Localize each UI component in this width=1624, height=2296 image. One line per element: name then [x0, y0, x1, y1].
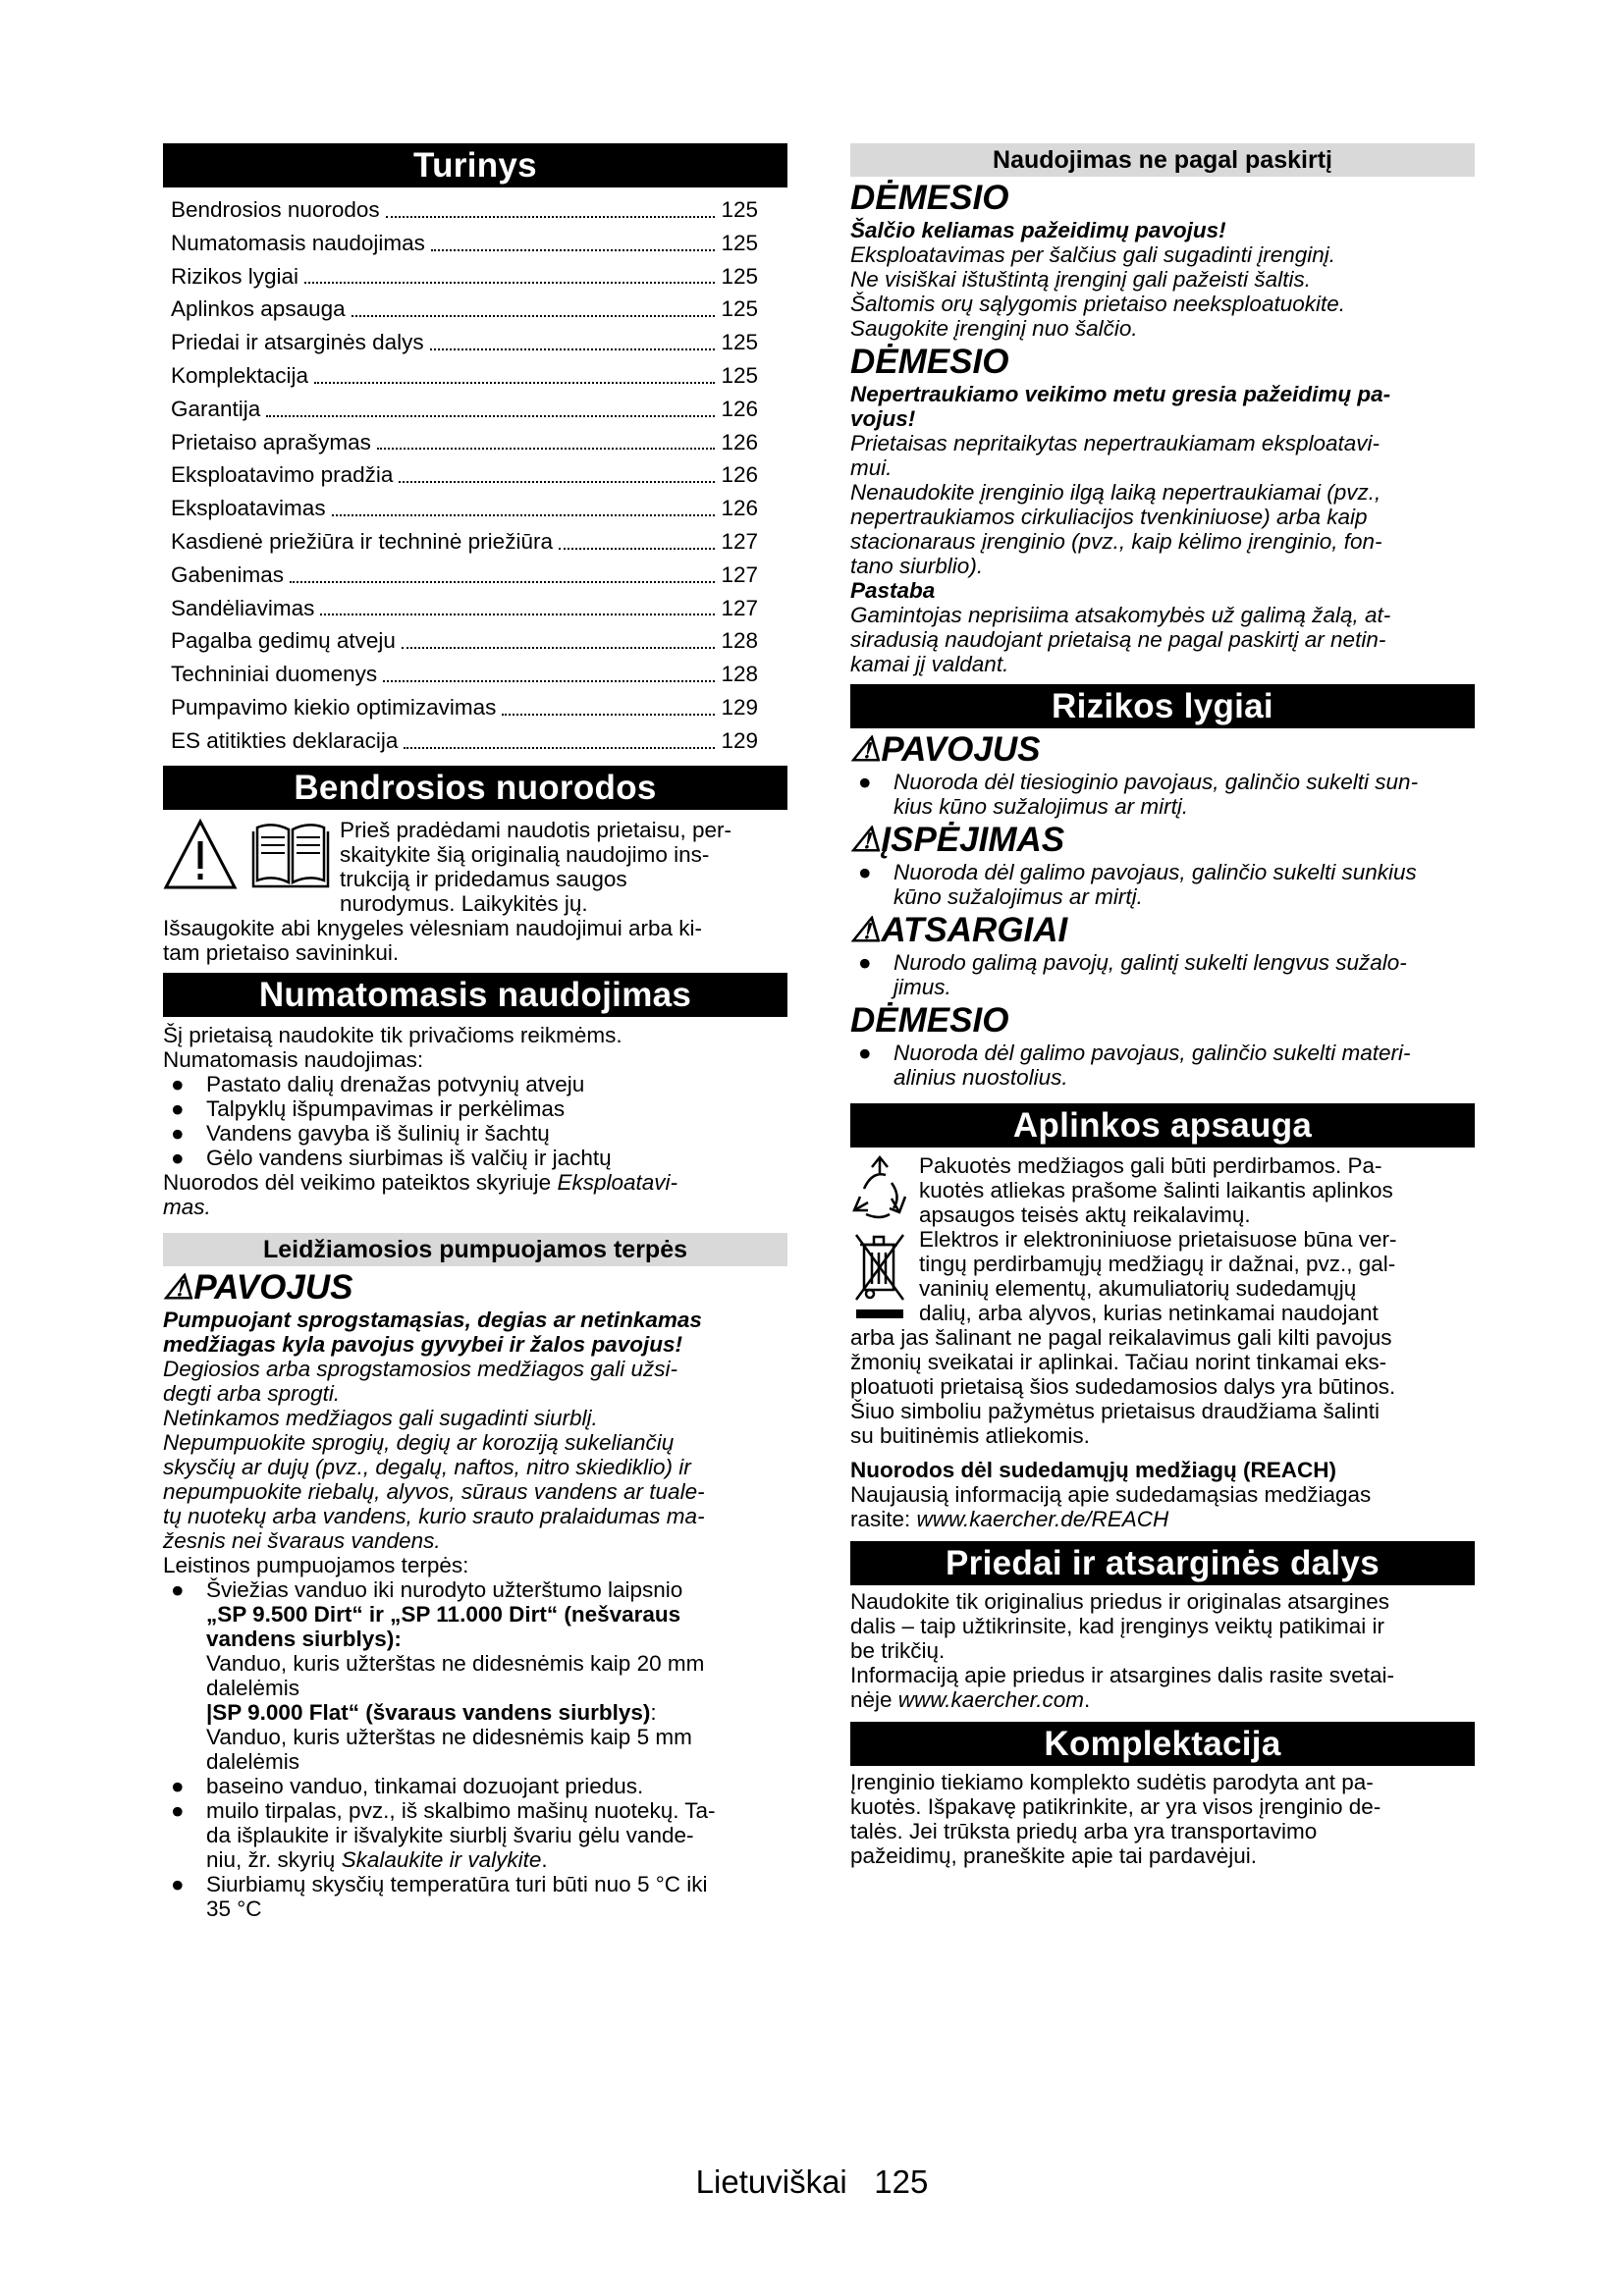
toc-entry[interactable]	[171, 658, 758, 691]
toc-leader-dots	[352, 293, 716, 317]
accessories-text: Naudokite tik originalius priedus ir originalas atsargines dalis – taip užtikrinsite, kad įrenginys veiktų patikimai ir be trikčių. Informaciją apie priedus ir atsargines dalis rasite svetai- nėje www.kaercher.com.	[850, 1589, 1394, 1712]
toc-leader-dots	[266, 393, 715, 417]
toc-entry[interactable]	[171, 458, 758, 492]
toc-entry-label: Priedai ir atsarginės dalys	[171, 330, 424, 355]
crossed-bin-icon	[850, 1227, 911, 1325]
right-column	[850, 143, 1475, 1868]
toc-leader-dots	[402, 624, 716, 649]
toc-entry-label: Eksploatavimo pradžia	[171, 462, 394, 488]
general-text: Prieš pradėdami naudotis prietaisu, per- skaitykite šią originalią naudojimo ins- trukciją ir pridedamus saugos nurodymus. Laikykitės jų. Išsaugokite abi knygeles vėlesniam naudojimui arba ki- tam prietaiso savininkui.	[163, 817, 731, 965]
left-column	[163, 143, 787, 1921]
notice-signal-word: DĖMESIO	[850, 1001, 1009, 1040]
toc-entry-page: 128	[721, 628, 758, 654]
intended-use-text: Šį prietaisą naudokite tik privačioms reikmėms. Numatomasis naudojimas:	[163, 1022, 623, 1072]
table-of-contents	[163, 193, 787, 758]
kaercher-link[interactable]: www.kaercher.com	[897, 1687, 1085, 1712]
toc-entry-page: 125	[721, 197, 758, 222]
toc-entry-label: Rizikos lygiai	[171, 263, 299, 289]
toc-entry-label: Aplinkos apsauga	[171, 296, 346, 322]
toc-entry-label: Sandėliavimas	[171, 595, 315, 620]
toc-entry-label: ES atitikties deklaracija	[171, 727, 399, 753]
improper-use-continuous-text: Nepertraukiamo veikimo metu gresia pažeidimų pa- vojus! Prietaisas nepritaikytas nepertraukiamam eksploatavi- mui. Nenaudokite įrenginio ilgą laiką nepertraukiamai (pvz., nepertraukiamos cirkuliacijos tvenkiniuose) arba kaip stacionaraus įrenginio (pvz., kaip kėlimo įrenginio, fon- tano siurblio). Pastaba Gamintojas neprisiima atsakomybės už galimą žalą, at- siradusią naudojant prietaisą ne pagal paskirtį ar netin- kamai jį valdant.	[850, 382, 1391, 676]
notice-signal-word: DĖMESIO	[850, 179, 1009, 217]
toc-entry-page: 125	[721, 296, 758, 322]
section-title-permitted-media: Leidžiamosios pumpuojamos terpės	[163, 1233, 787, 1266]
toc-leader-dots	[399, 458, 715, 483]
scope-of-delivery-text: Įrenginio tiekiamo komplekto sudėtis parodyta ant pa- kuotės. Išpakavę patikrinkite, ar yra visos įrenginio de- talės. Jei trūksta priedų arba yra transportavimo pažeidimų, praneškite apie tai pardavėjui.	[850, 1770, 1381, 1868]
list-item: ● muilo tirpalas, pvz., iš skalbimo mašinų nuotekų. Ta- da išplaukite ir išvalykite siurblį švariu gėlu vande- niu, žr. skyrių Skalaukite ir valykite.	[171, 1797, 716, 1872]
toc-entry[interactable]	[171, 724, 758, 758]
permitted-media-list	[163, 1577, 787, 1921]
toc-entry-label: Bendrosios nuorodos	[171, 197, 380, 222]
toc-entry[interactable]	[171, 326, 758, 359]
toc-leader-dots	[404, 724, 715, 749]
environment-weee	[850, 1227, 1475, 1448]
toc-entry-page: 126	[721, 429, 758, 454]
list-item: ● Pastato dalių drenažas potvynių atveju	[171, 1071, 585, 1096]
toc-entry-label: Techniniai duomenys	[171, 662, 378, 687]
section-title-intended-use: Numatomasis naudojimas	[163, 973, 787, 1017]
toc-leader-dots	[377, 426, 716, 451]
recycling-text: Pakuotės medžiagos gali būti perdirbamos. Pa- kuotės atliekas prašome šalinti laikantis aplinkos apsaugos teisės aktų reikalavimų.	[919, 1153, 1393, 1227]
toc-entry-page: 128	[721, 662, 758, 687]
danger-signal-word: ⚠PAVOJUS	[850, 730, 1041, 769]
toc-entry[interactable]	[171, 227, 758, 260]
toc-entry-label: Prietaiso aprašymas	[171, 429, 371, 454]
toc-entry-page: 126	[721, 396, 758, 421]
toc-leader-dots	[314, 359, 715, 384]
toc-entry[interactable]	[171, 559, 758, 592]
toc-leader-dots	[431, 227, 716, 251]
toc-entry[interactable]	[171, 393, 758, 426]
toc-entry-label: Eksploatavimas	[171, 496, 326, 521]
toc-leader-dots	[332, 492, 716, 516]
general-notes	[163, 818, 787, 965]
warning-triangle-icon	[166, 822, 235, 887]
toc-entry-page: 125	[721, 330, 758, 355]
toc-leader-dots	[502, 691, 715, 716]
list-item: ● Nuoroda dėl galimo pavojaus, galinčio sukelti sunkius kūno sužalojimus ar mirtį.	[858, 860, 1417, 909]
toc-entry-page: 125	[721, 362, 758, 388]
danger-signal-word: ⚠PAVOJUS	[163, 1267, 353, 1307]
section-title-improper-use: Naudojimas ne pagal paskirtį	[850, 143, 1475, 177]
toc-entry-page: 126	[721, 462, 758, 488]
toc-entry-page: 125	[721, 263, 758, 289]
toc-entry-label: Gabenimas	[171, 561, 285, 587]
permitted-media-text: Pumpuojant sprogstamąsias, degias ar netinkamas medžiagas kyla pavojus gyvybei ir žalos pavojus! Degiosios arba sprogstamosios medžiagos gali užsi- degti arba sprogti. Netinkamos medžiagos gali sugadinti siurblį. Nepumpuokite sprogių, degių ar koroziją sukeliančių skysčių ar dujų (pvz., degalų, naftos, nitro skiediklio) ir nepumpuokite riebalų, alyvos, sūraus vandens ar tuale- tų nuotekų arba vandens, kurio srauto pralaidumas ma- žesnis nei švaraus vandens. Leistinos pumpuojamos terpės:	[163, 1307, 705, 1577]
page-footer	[0, 2163, 1624, 2201]
toc-entry[interactable]	[171, 193, 758, 227]
toc-entry[interactable]	[171, 359, 758, 393]
toc-entry[interactable]	[171, 691, 758, 724]
read-manual-symbol	[163, 818, 332, 897]
recycling-icon	[850, 1153, 911, 1224]
list-item: ● Nuoroda dėl tiesioginio pavojaus, galinčio sukelti sun- kius kūno sužalojimus ar mirtį.	[858, 770, 1419, 819]
intended-use-list	[163, 1072, 787, 1170]
section-title-risk-levels: Rizikos lygiai	[850, 684, 1475, 728]
notice-signal-word: DĖMESIO	[850, 343, 1009, 381]
intended-use-note: Nuorodos dėl veikimo pateiktos skyriuje Eksploatavi- mas.	[163, 1169, 678, 1219]
toc-entry-label: Pumpavimo kiekio optimizavimas	[171, 694, 497, 720]
footer-language: Lietuviškai	[695, 2163, 847, 2200]
toc-entry-page: 127	[721, 561, 758, 587]
warning-signal-word: ⚠ĮSPĖJIMAS	[850, 821, 1065, 859]
toc-entry-page: 127	[721, 595, 758, 620]
toc-entry-page: 126	[721, 496, 758, 521]
page-number: 125	[874, 2163, 929, 2200]
list-item: ● baseino vanduo, tinkamai dozuojant priedus.	[171, 1773, 644, 1798]
list-item: ● Nuoroda dėl galimo pavojaus, galinčio sukelti materi- alinius nuostolius.	[858, 1041, 1411, 1090]
section-title-environment: Aplinkos apsauga	[850, 1103, 1475, 1148]
toc-entry[interactable]	[171, 592, 758, 625]
list-item: ● Gėlo vandens siurbimas iš valčių ir jachtų	[171, 1145, 612, 1170]
toc-leader-dots	[430, 326, 716, 350]
toc-entry-label: Numatomasis naudojimas	[171, 230, 425, 255]
section-title-scope-of-delivery: Komplektacija	[850, 1722, 1475, 1766]
toc-entry-page: 127	[721, 528, 758, 554]
toc-entry[interactable]	[171, 624, 758, 658]
section-title-general: Bendrosios nuorodos	[163, 766, 787, 810]
toc-entry-label: Pagalba gedimų atveju	[171, 628, 396, 654]
toc-entry-label: Kasdienė priežiūra ir techninė priežiūra	[171, 528, 553, 554]
improper-use-frost-text: Šalčio keliamas pažeidimų pavojus! Eksploatavimas per šalčius gali sugadinti įrenginį. Ne visiškai ištuštintą įrenginį gali pažeisti šaltis. Šaltomis orų sąlygomis prietaiso neeksploatuokite. Saugokite įrenginį nuo šalčio.	[850, 218, 1345, 341]
toc-leader-dots	[386, 193, 716, 218]
toc-entry-page: 129	[721, 727, 758, 753]
reach-title: Nuorodos dėl sudedamųjų medžiagų (REACH)	[850, 1458, 1337, 1482]
weee-text: Elektros ir elektroniniuose prietaisuose būna ver- tingų perdirbamųjų medžiagų ir dažnai, pvz., gal- vaninių elementų, akumuliatorių sudedamųjų dalių, arba alyvos, kurias netinkamai naudojant arba jas šalinant ne pagal reikalavimus gali kilti pavojus žmonių sveikatai ir aplinkai. Tačiau norint tinkamai eks- ploatuoti prietaisą šios sudedamosios dalys yra būtinos. Šiuo simboliu pažymėtus prietaisus draudžiama šalinti su buitinėmis atliekomis.	[850, 1227, 1397, 1448]
toc-entry-page: 125	[721, 230, 758, 255]
caution-signal-word: ⚠ATSARGIAI	[850, 911, 1068, 949]
toc-title: Turinys	[163, 143, 787, 187]
toc-leader-dots	[559, 525, 715, 550]
section-title-accessories: Priedai ir atsarginės dalys	[850, 1541, 1475, 1585]
book-icon	[253, 825, 328, 886]
risk-levels	[850, 730, 1475, 1090]
toc-entry[interactable]	[171, 492, 758, 525]
toc-leader-dots	[383, 658, 715, 682]
toc-entry[interactable]	[171, 426, 758, 459]
toc-leader-dots	[304, 260, 715, 285]
toc-entry-label: Garantija	[171, 396, 261, 421]
list-item: ● Šviežias vanduo iki nurodyto užterštumo laipsnio „SP 9.500 Dirt“ ir „SP 11.000 Dirt“ (nešvaraus vandens siurblys): Vanduo, kuris užterštas ne didesnėmis kaip 20 mm dalelėmis |SP 9.000 Flat“ (švaraus vandens siurblys): Vanduo, kuris užterštas ne didesnėmis kaip 5 mm dalelėmis	[171, 1576, 705, 1774]
toc-leader-dots	[290, 559, 715, 583]
reach-notes: Nuorodos dėl sudedamųjų medžiagų (REACH) Naujausią informaciją apie sudedamąsias medžiagas rasite: www.kaercher.de/REACH	[850, 1458, 1372, 1531]
reach-link[interactable]: www.kaercher.de/REACH	[916, 1507, 1169, 1531]
list-item: ● Vandens gavyba iš šulinių ir šachtų	[171, 1120, 550, 1146]
toc-entry-page: 129	[721, 694, 758, 720]
toc-entry-label: Komplektacija	[171, 362, 309, 388]
environment-recycling	[850, 1153, 1475, 1227]
toc-entry[interactable]	[171, 525, 758, 559]
list-item: ● Talpyklų išpumpavimas ir perkėlimas	[171, 1095, 566, 1121]
toc-entry[interactable]	[171, 260, 758, 294]
list-item: ● Siurbiamų skysčių temperatūra turi būti nuo 5 °C iki 35 °C	[171, 1871, 708, 1921]
toc-leader-dots	[320, 592, 715, 616]
toc-entry[interactable]	[171, 293, 758, 326]
list-item: ● Nurodo galimą pavojų, galintį sukelti lengvus sužalo- jimus.	[858, 950, 1407, 999]
